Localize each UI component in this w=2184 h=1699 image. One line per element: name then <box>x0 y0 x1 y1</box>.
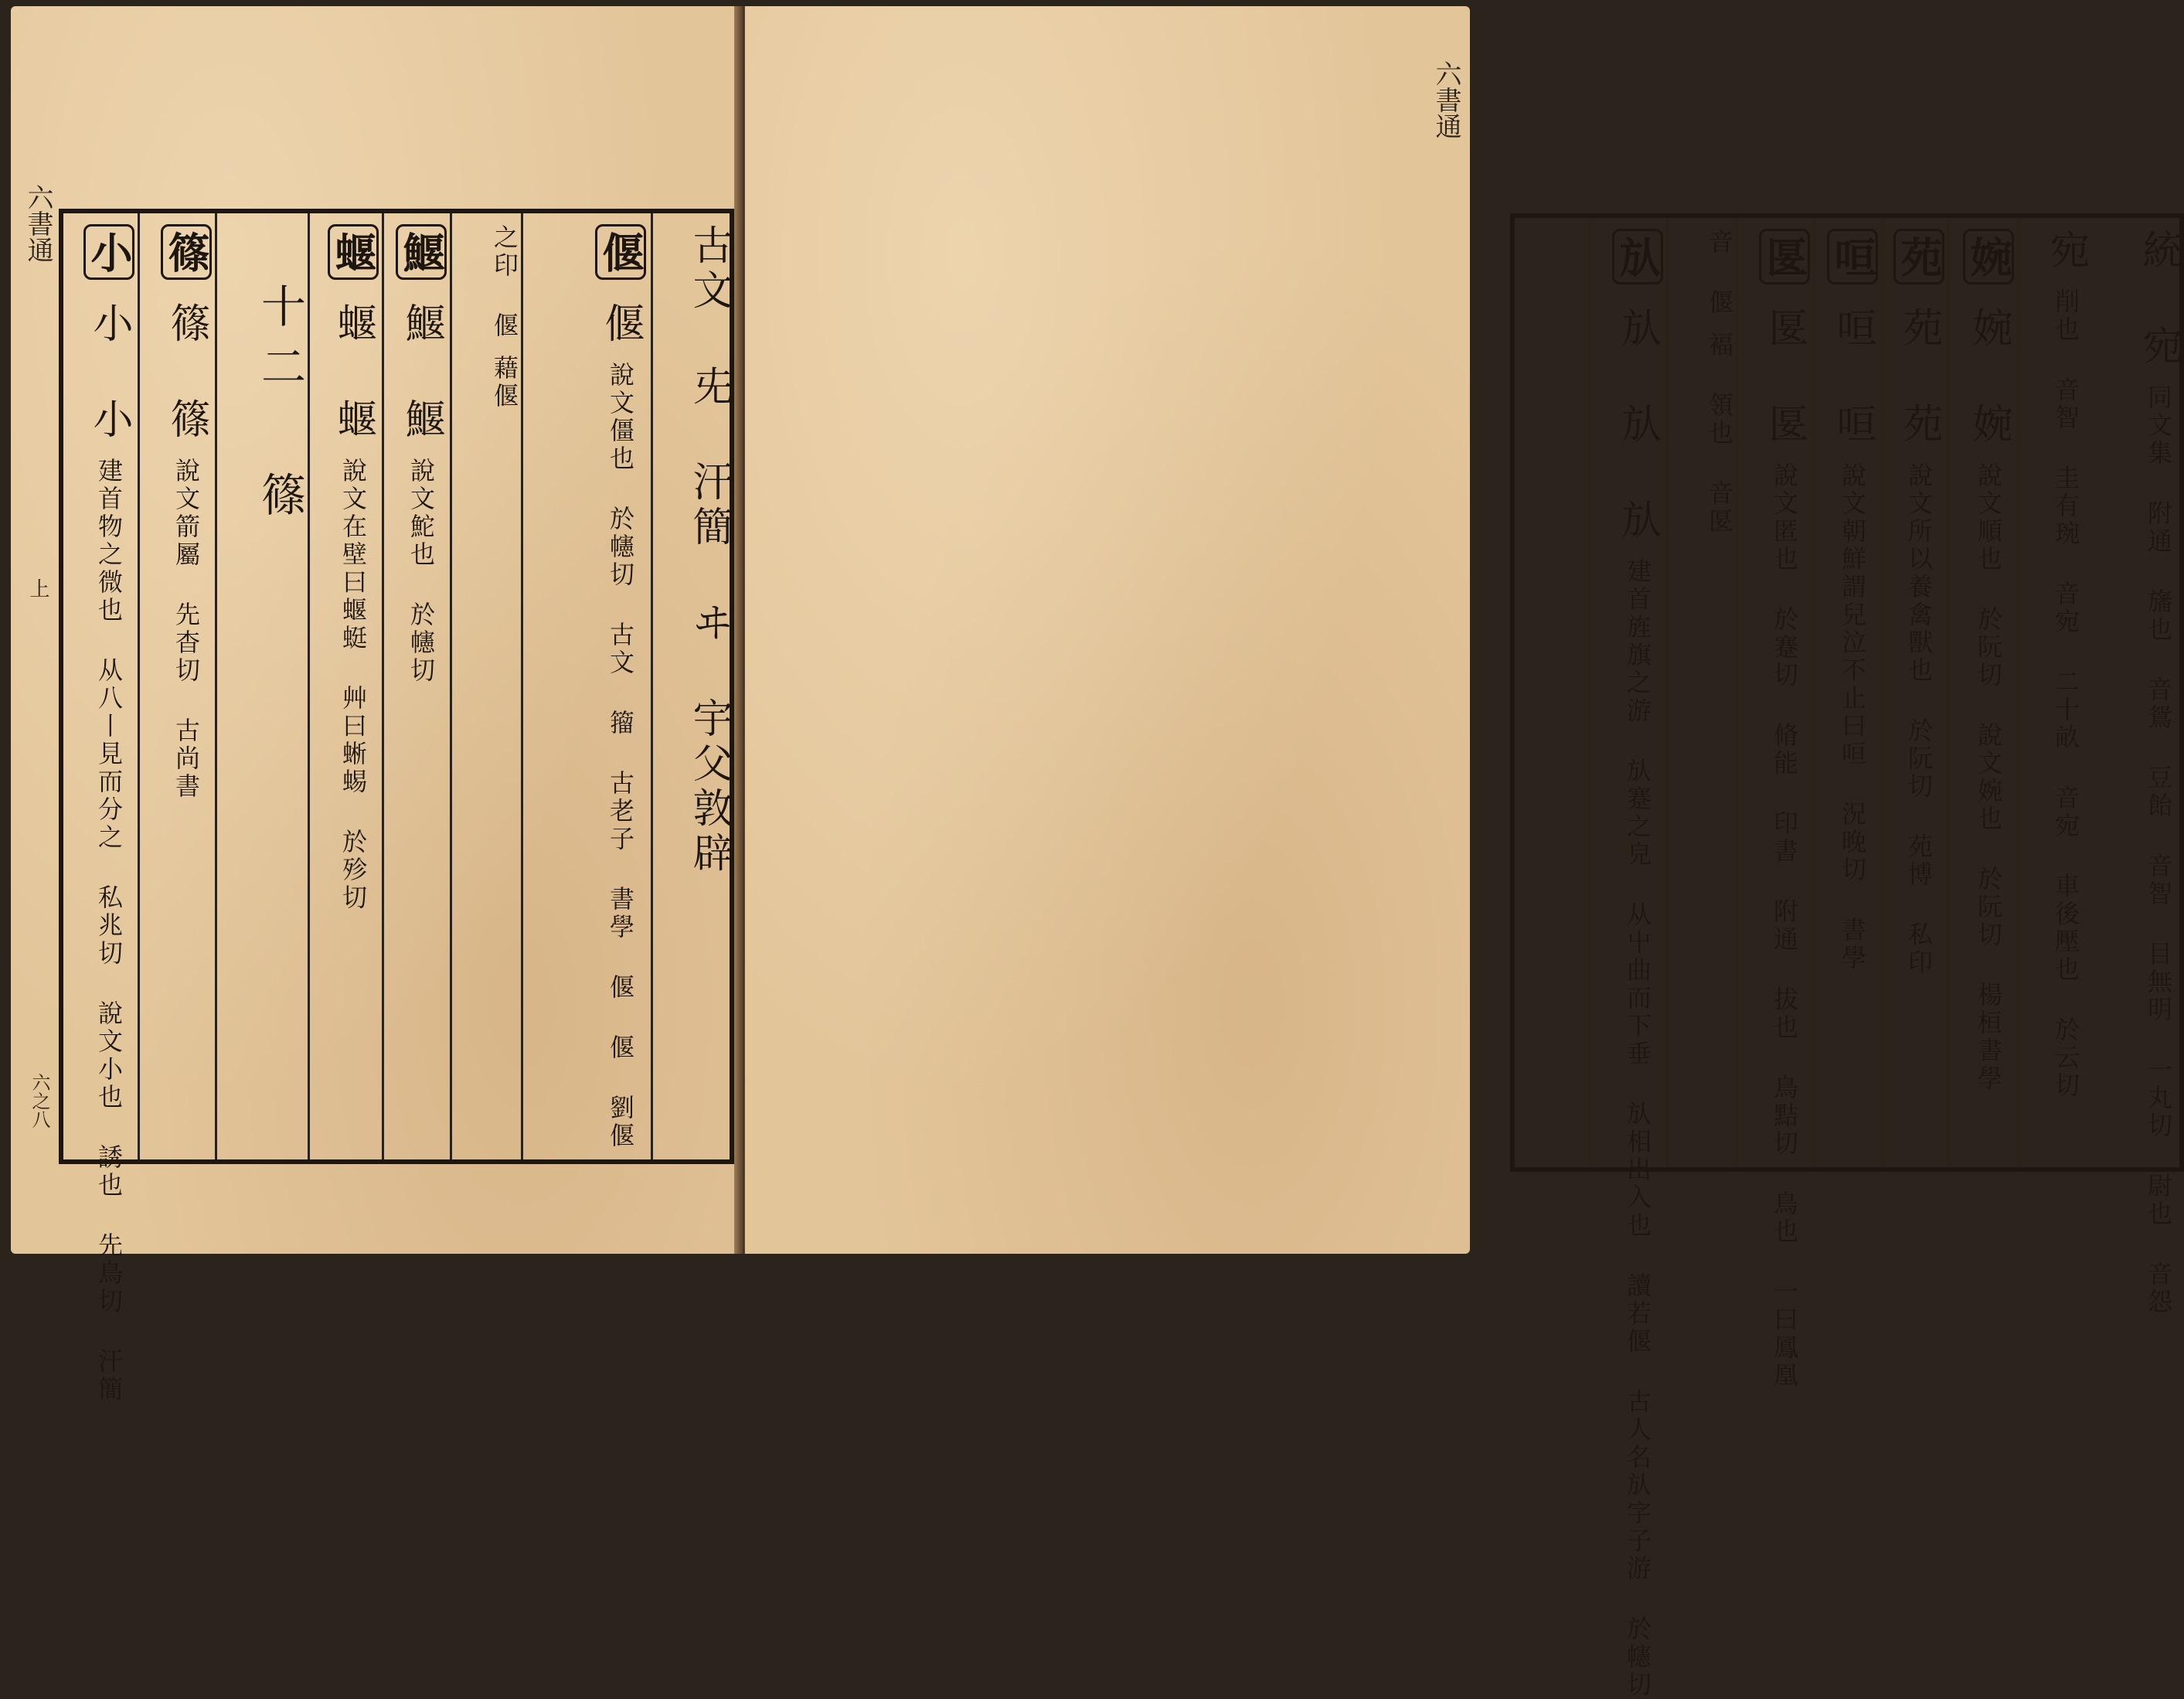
right-text-frame <box>1510 213 2184 1699</box>
left-column-8: 小 小 小 建首物之微也 从八丨見而分之 私兆切 說文小也 誘也 先鳥切 汗簡 <box>66 224 134 1149</box>
right-column-3: 婉 婉 婉 說文順也 於阮切 說文婉也 於阮切 楊桓書學 <box>1954 229 2014 1156</box>
left-column-7: 篠 篠 篠 說文箭屬 先杳切 古尚書 <box>144 224 212 1149</box>
entry-head: 偃 <box>595 224 646 280</box>
left-column-5: 蝘 蝘 蝘 說文在壁曰蝘蜓 艸曰蜥蜴 於殄切 <box>314 224 379 1149</box>
right-page <box>745 6 2182 1699</box>
left-margin-volume: 上 <box>26 578 49 598</box>
entry-head: 蝘 <box>328 224 379 280</box>
left-column-4: 鰋 鰋 鰋 說文鮀也 於幰切 <box>388 224 447 1149</box>
right-column-5: 咺 咺 咺 說文朝鮮謂兒泣不止曰咺 況晚切 書學 <box>1819 229 1878 1156</box>
right-column-7: 音 偃 褔 領也 音匽 <box>1705 229 1734 536</box>
right-column-6: 匽 匽 匽 說文匿也 於蹇切 脩能 印書 附通 拔也 鳥黠切 鳥也 一曰鳳凰 <box>1742 229 1810 1156</box>
entry-head: 咺 <box>1827 229 1878 284</box>
right-column-2: 宛 削也 音智 圭有琬 音宛 二十畝 音宛 車後壓也 於云切 <box>2043 229 2089 1100</box>
left-column-3: 之印 偃 藉偃 <box>490 224 519 410</box>
entry-head: 匽 <box>1759 229 1810 284</box>
entry-head: 篠 <box>161 224 212 280</box>
left-text-frame <box>59 209 734 1404</box>
right-column-8: 㫃 㫃 㫃 㫃 建首旌旗之游 㫃蹇之皃 从屮曲而下垂 㫃相出入也 讀若偃 古人名㫃字子游 於幰切 <box>1518 229 1663 1156</box>
entry-head: 鰋 <box>396 224 447 280</box>
entry-head: 小 <box>83 224 134 280</box>
entry-head: 婉 <box>1963 229 2014 284</box>
right-column-4: 苑 苑 苑 說文所以養禽獸也 於阮切 苑博 私印 <box>1887 229 1944 1156</box>
left-column-6: 十二 篠 <box>253 283 306 532</box>
entry-head: 㫃 <box>1612 229 1663 284</box>
left-column-2: 偃 偃 說文僵也 於幰切 古文 籀 古老子 書學 偃 偃 劉偃 <box>530 224 646 1149</box>
left-page <box>11 6 742 1404</box>
left-margin-title: 六書通 <box>22 184 53 263</box>
right-column-1: 統 宛 同文集 附通 旛也 音鴛 豆飴 音智 目無明 一丸切 尉也 音怨 <box>2135 229 2182 1316</box>
left-column-1: 古文 兂 汗簡 ヰ 宇父敦辟 <box>685 224 732 877</box>
left-folio: 六之八 <box>29 1073 50 1129</box>
right-margin-title: 六書通 <box>1430 60 1461 139</box>
entry-head: 苑 <box>1893 229 1944 284</box>
